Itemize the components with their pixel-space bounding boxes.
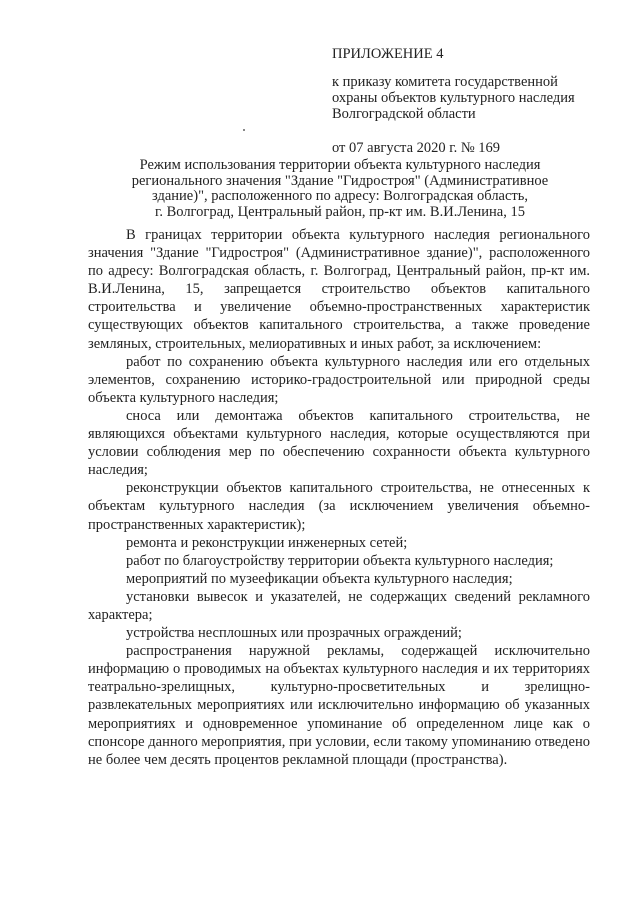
title-line: г. Волгоград, Центральный район, пр-кт им. В.И.Ленина, 15 xyxy=(155,203,525,220)
title-line: здание)", расположенного по адресу: Волгоградская область, xyxy=(152,188,528,204)
title-line: Режим использования территории объекта культурного наследия xyxy=(139,157,541,173)
body-paragraph: устройства несплошных или прозрачных ограждений; xyxy=(126,625,462,642)
order-reference-line: охраны объектов культурного наследия xyxy=(332,90,575,106)
title-line: регионального значения "Здание "Гидростроя" (Административное xyxy=(131,172,549,189)
body-paragraph: мероприятий по музеефикации объекта культурного наследия; xyxy=(126,570,513,587)
document-body xyxy=(88,226,590,769)
order-reference-line: Волгоградской области xyxy=(332,106,476,122)
body-paragraph: распространения наружной рекламы, содержащей исключительно информацию о проводимых на объектах культурного наследия и их территориях театрально-зрелищных, культурно-просветительных и зрелищно-развлекательных мероприятиях или исключительно информацию об указанных мероприятиях и одновременное упоминание об определенном лице как о спонсоре данного мероприятия, при условии, если такому упоминанию отведено не более чем десять процентов рекламной площади (пространства). xyxy=(88,643,590,768)
appendix-header xyxy=(332,46,602,156)
body-paragraph: В границах территории объекта культурного наследия регионального значения "Здание "Гидростроя" (Административное здание)", расположенного по адресу: Волгоградская область, г. Волгоград, Центральный район, пр-кт им. В.И.Ленина, 15, запрещается строительство объектов капитального строительства и увеличение объемно-пространственных характеристик существующих объектов капитального строительства, а также проведение земляных, строительных, мелиоративных и иных работ, за исключением: xyxy=(88,227,590,352)
body-paragraph: сноса или демонтажа объектов капитального строительства, не являющихся объектами культурного наследия, которые осуществляются при условии соблюдения мер по обеспечению сохранности объекта культурного наследия; xyxy=(88,407,590,479)
order-reference-line: к приказу комитета государственной xyxy=(332,74,558,90)
document-title xyxy=(110,158,570,220)
body-paragraph: реконструкции объектов капитального строительства, не отнесенных к объектам культурного наследия (за исключением увеличения объемно-пространственных характеристик); xyxy=(88,480,590,533)
scan-speck xyxy=(243,129,245,131)
body-paragraph: установки вывесок и указателей, не содержащих сведений рекламного характера; xyxy=(88,588,590,623)
body-paragraph: ремонта и реконструкции инженерных сетей; xyxy=(126,534,408,551)
order-date: от 07 августа 2020 г. № 169 xyxy=(332,140,501,156)
body-paragraph: работ по сохранению объекта культурного наследия или его отдельных элементов, сохранению историко-градостроительной или природной среды объекта культурного наследия; xyxy=(88,353,590,406)
body-paragraph: работ по благоустройству территории объекта культурного наследия; xyxy=(126,552,554,569)
appendix-title: ПРИЛОЖЕНИЕ 4 xyxy=(332,46,444,62)
